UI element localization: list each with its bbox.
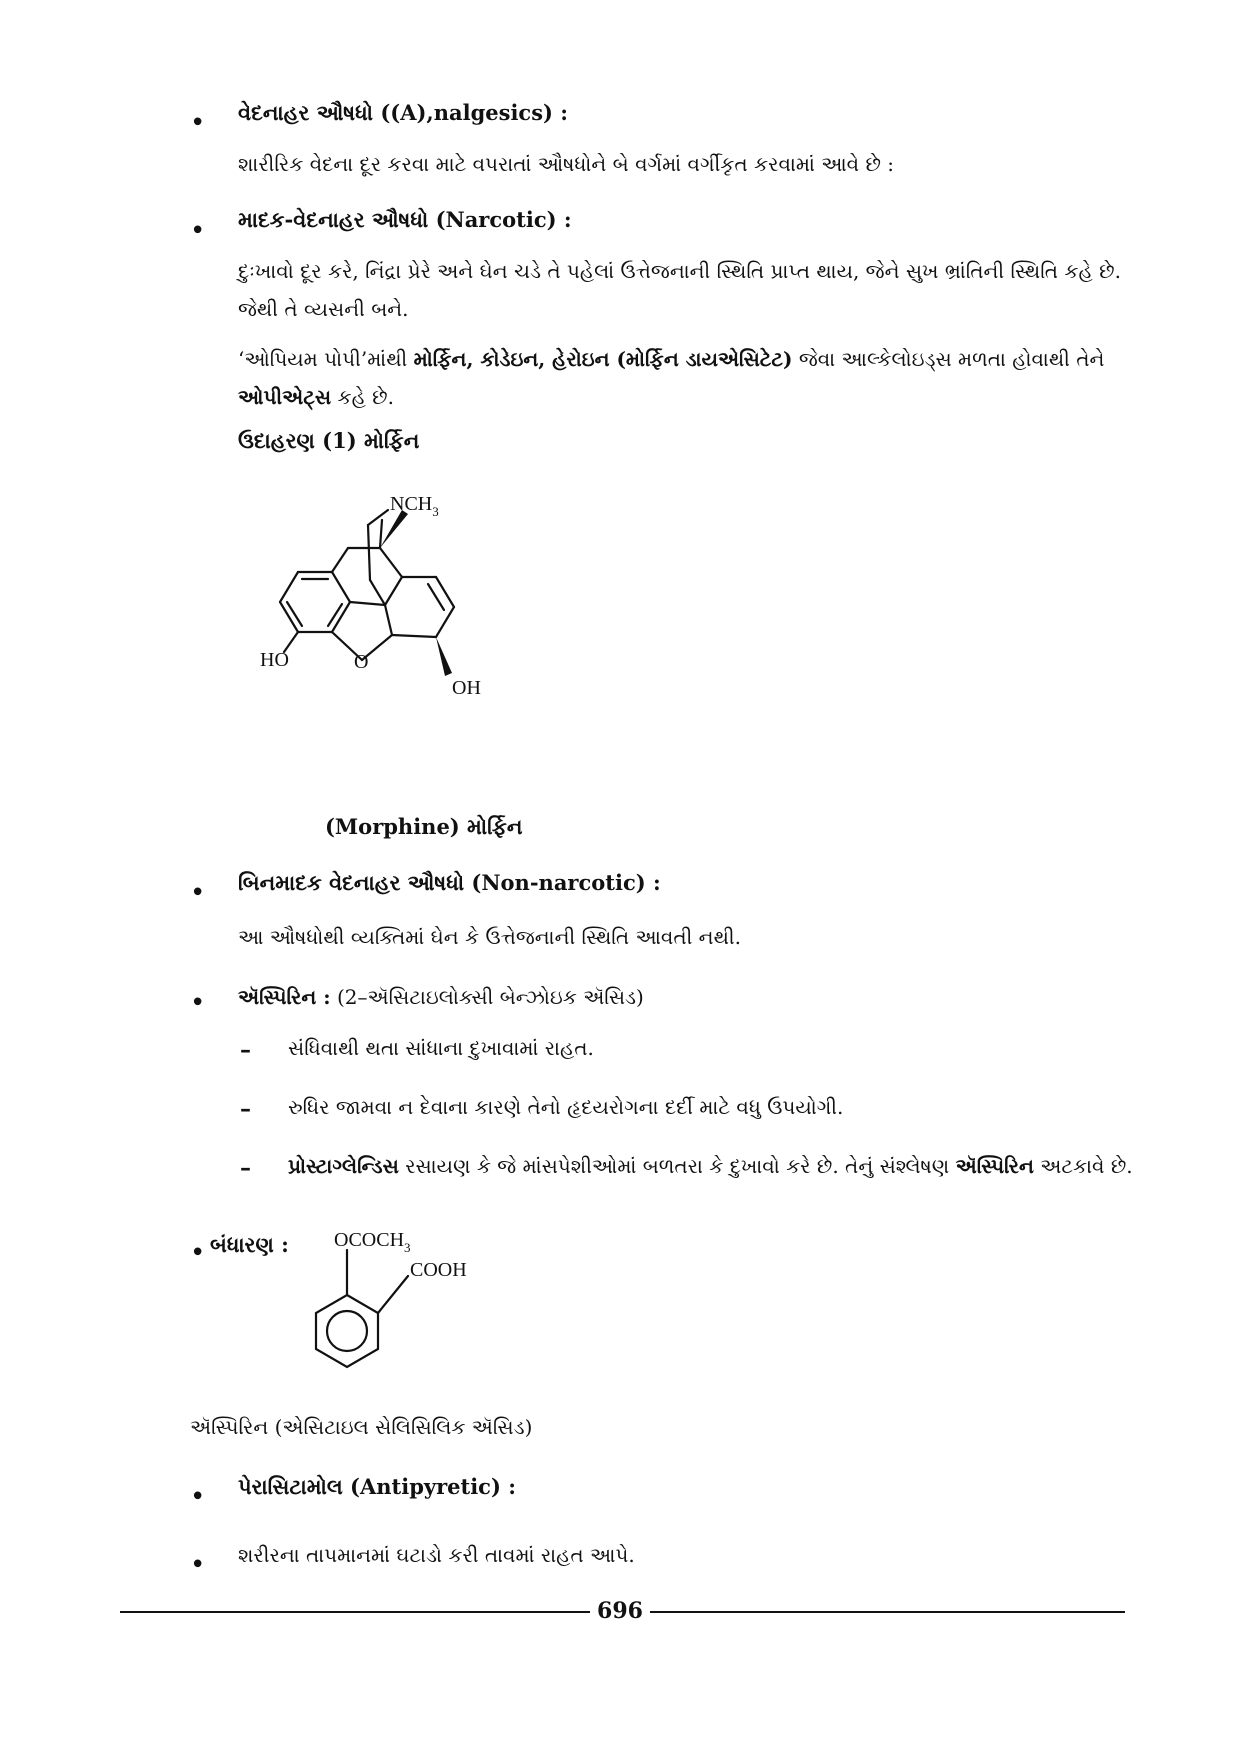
heading-analgesics: વેદનાહર ઔષધો ((A),nalgesics) : xyxy=(238,100,569,125)
label-ho: HO xyxy=(260,649,289,671)
label-o: O xyxy=(354,651,369,673)
bold-aspirin: ઍસ્પિરિન : xyxy=(238,985,331,1009)
bold-opiates: ઓપીએટ્સ xyxy=(238,385,332,409)
bullet: • xyxy=(190,108,206,138)
text-span: અટકાવે છે. xyxy=(1033,1154,1133,1178)
footer-rule-right xyxy=(650,1611,1125,1613)
text-span: જેવા આલ્કેલોઇડ્સ મળતા હોવાથી તેને xyxy=(792,347,1105,371)
heading-non-narcotic: બિનમાદક વેદનાહર ઔષધો (Non-narcotic) : xyxy=(238,870,661,895)
label-cooh: COOH xyxy=(410,1259,467,1281)
bold-prostaglandins: પ્રોસ્ટાગ્લેન્ડિસ xyxy=(288,1154,399,1178)
aspirin-point-3 xyxy=(288,1154,1133,1178)
text-span: રસાયણ કે જે માંસપેશીઓમાં બળતરા કે દુખાવો કરે છે. તેનું સંશ્લેષણ xyxy=(398,1154,956,1178)
bullet: • xyxy=(190,1238,206,1268)
text-span: કહે છે. xyxy=(331,385,394,409)
text-analgesics: શારીરિક વેદના દૂર કરવા માટે વપરાતાં ઔષધોને બે વર્ગમાં વર્ગીકૃત કરવામાં આવે છે : xyxy=(238,152,895,176)
aspirin-caption: ઍસ્પિરિન (એસિટાઇલ સેલિસિલિક ઍસિડ) xyxy=(190,1415,533,1439)
aspirin-structure xyxy=(300,1222,500,1372)
structure-label: બંધારણ : xyxy=(210,1232,289,1257)
morphine-caption: (Morphine) મોર્ફિન xyxy=(325,814,523,839)
text-span: (2–ઍસિટાઇલોક્સી બેન્ઝોઇક ઍસિડ) xyxy=(330,985,644,1009)
dash: – xyxy=(240,1037,251,1063)
text-non-narcotic: આ ઔષધોથી વ્યક્તિમાં ઘેન કે ઉત્તેજનાની સ્થિતિ આવતી નથી. xyxy=(238,925,741,949)
label-oh: OH xyxy=(452,677,481,699)
bullet: • xyxy=(190,1550,206,1580)
morphine-structure xyxy=(240,480,540,720)
text-span: ‘ઓપિયમ પોપી’માંથી xyxy=(238,347,414,371)
bold-alkaloids: મોર્ફિન, કોડેઇન, હેરોઇન (મોર્ફિન ડાયએસિટેટ) xyxy=(413,347,793,371)
bullet: • xyxy=(190,878,206,908)
footer-rule-left xyxy=(120,1611,590,1613)
dash: – xyxy=(240,1096,251,1122)
aspirin-point-1: સંધિવાથી થતા સાંધાના દુખાવામાં રાહત. xyxy=(288,1036,594,1060)
heading-paracetamol: પેરાસિટામોલ (Antipyretic) : xyxy=(238,1474,516,1499)
example-label: ઉદાહરણ (1) મોર્ફિન xyxy=(238,428,420,453)
bullet: • xyxy=(190,216,206,246)
text-paracetamol: શરીરના તાપમાનમાં ઘટાડો કરી તાવમાં રાહત આપે. xyxy=(238,1543,635,1567)
text-narcotic-2 xyxy=(238,340,1128,416)
page-number: 696 xyxy=(597,1598,643,1624)
bullet: • xyxy=(190,988,206,1018)
heading-aspirin xyxy=(238,978,1128,1016)
bullet: • xyxy=(190,1482,206,1512)
bold-aspirin: ઍસ્પિરિન xyxy=(955,1154,1034,1178)
dash: – xyxy=(240,1155,251,1181)
label-nch3: $NCH_3$ xyxy=(390,493,439,519)
aspirin-point-2: રુધિર જામવા ન દેવાના કારણે તેનો હૃદયરોગના દર્દી માટે વધુ ઉપયોગી. xyxy=(288,1095,844,1119)
heading-narcotic: માદક-વેદનાહર ઔષધો (Narcotic) : xyxy=(238,207,572,232)
label-ococh3: $OCOCH_3$ xyxy=(334,1229,411,1255)
text-narcotic-1: દુઃખાવો દૂર કરે, નિંદ્રા પ્રેરે અને ઘેન ચડે તે પહેલાં ઉત્તેજનાની સ્થિતિ પ્રાપ્ત થાય, જેને સુખ ભ્રાંતિની સ્થિતિ કહે છે. જેથી તે વ્યસની બને. xyxy=(238,259,1121,321)
